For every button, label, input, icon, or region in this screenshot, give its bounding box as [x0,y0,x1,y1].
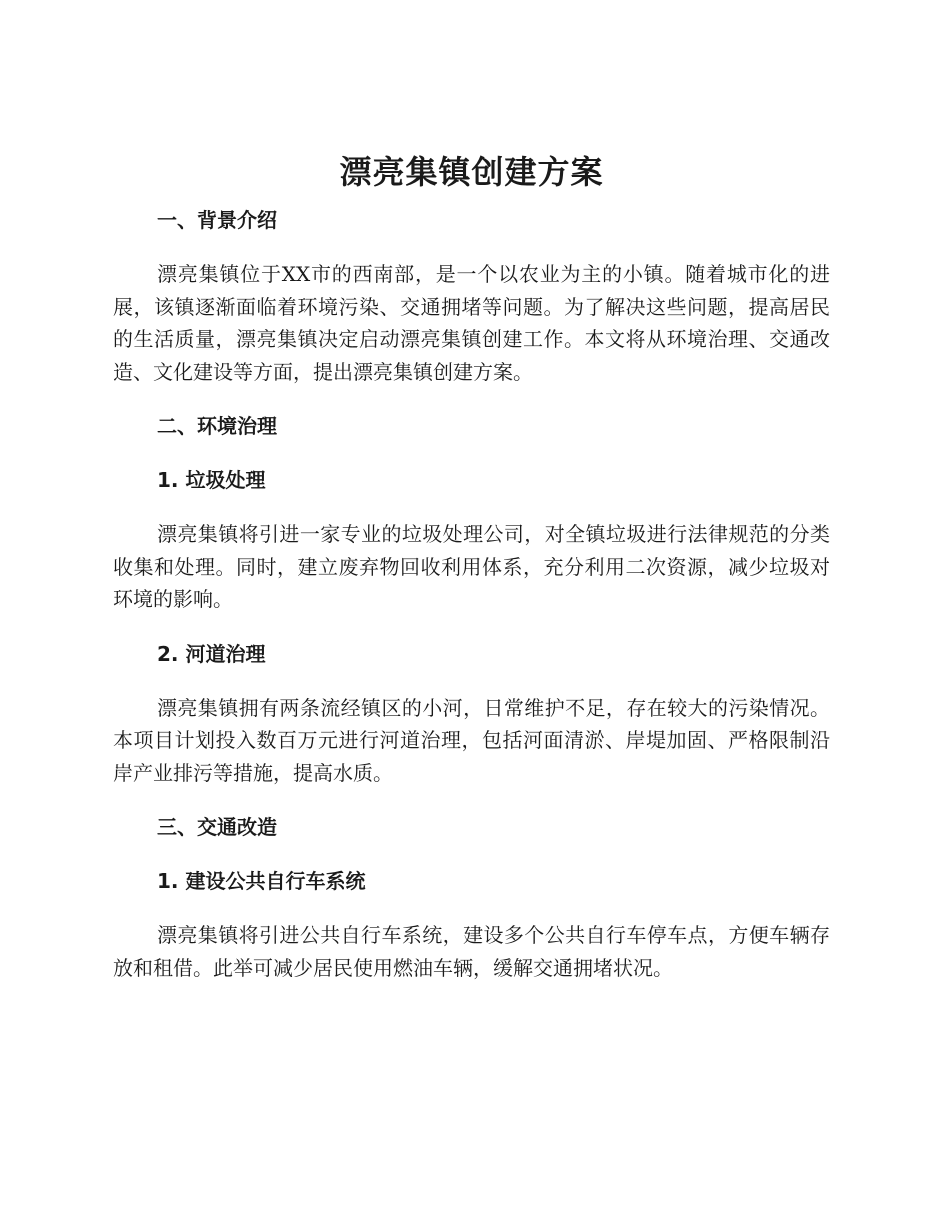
section-heading-traffic: 三、交通改造 [157,815,277,839]
bicycle-paragraph: 漂亮集镇将引进公共自行车系统，建设多个公共自行车停车点，方便车辆存放和租借。此举可减少居民使用燃油车辆，缓解交通拥堵状况。 [113,923,830,980]
background-paragraph: 漂亮集镇位于XX市的西南部，是一个以农业为主的小镇。随着城市化的进展，该镇逐渐面临着环境污染、交通拥堵等问题。为了解决这些问题，提高居民的生活质量，漂亮集镇决定启动漂亮集镇创建工作。本文将从环境治理、交通改造、文化建设等方面，提出漂亮集镇创建方案。 [113,262,830,384]
document-title: 漂亮集镇创建方案 [339,153,604,191]
section-heading-environment: 二、环境治理 [157,414,277,438]
section-heading-background: 一、背景介绍 [157,208,277,232]
subheading-bicycle: 1. 建设公共自行车系统 [157,869,366,893]
river-paragraph: 漂亮集镇拥有两条流经镇区的小河，日常维护不足，存在较大的污染情况。本项目计划投入数百万元进行河道治理，包括河面清淤、岸堤加固、严格限制沿岸产业排污等措施，提高水质。 [113,695,830,785]
subheading-garbage: 1. 垃圾处理 [157,468,266,492]
document-page [113,150,830,984]
subheading-river: 2. 河道治理 [157,641,266,666]
garbage-paragraph: 漂亮集镇将引进一家专业的垃圾处理公司，对全镇垃圾进行法律规范的分类收集和处理。同时，建立废弃物回收利用体系，充分利用二次资源，减少垃圾对环境的影响。 [113,522,830,611]
